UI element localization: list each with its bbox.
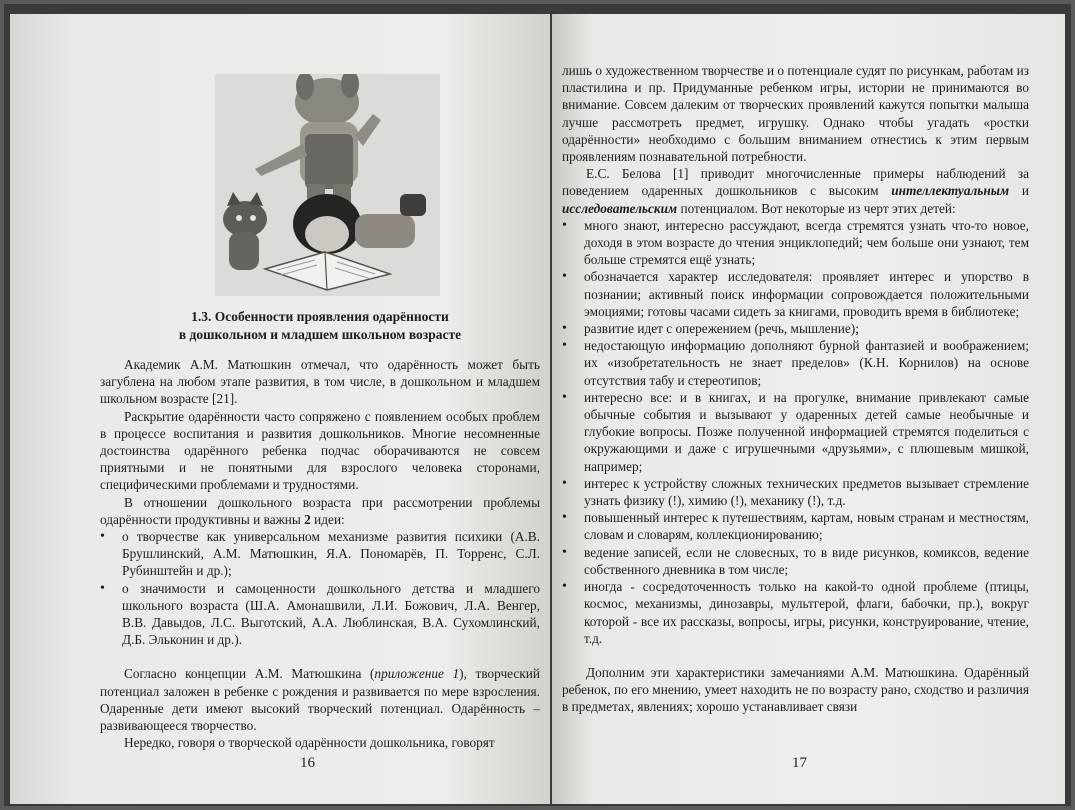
section-title-line1: 1.3. Особенности проявления одарённости [191,309,449,324]
paragraph-final: Дополним эти характеристики замечаниями А.М. Матюшкина. Одарённый ребенок, по его мнению, умеет находить не по возрасту рано, сходство и различия в предметах, явлениях; хорошо устанавливает связи [562,664,1029,715]
belova-and: и [1021,183,1029,199]
list-item: • интересно все: и в книгах, и на прогулке, внимание привлекают самые обычные события и вызывают у одаренных детей самые необычные и глубокие вопросы. Позже полученной информацией стремятся поделиться с окружающими и даже с игрушечными «друзьями», с плюшевым мишкой, например; [562,389,1029,475]
preschool-text: В отношении дошкольного возраста при рассмотрении проблемы одарённости продуктивны и важны [100,494,540,527]
emphasis-research: исследовательским [562,200,678,216]
book-spread [4,4,1071,806]
belova-start: Е.С. Белова [1] приводит многочисленные примеры наблюдений за поведением одаренных дошкольников с высоким [562,166,1029,199]
traits-list [562,217,1029,647]
emphasis-intellectual: интеллектуальным [891,183,1010,199]
section-title-line2: в дошкольном и младшем школьном возрасте [178,327,462,342]
paragraph-disclosure: Раскрытие одарённости часто сопряжено с появлением особых проблем в процессе воспитания и развития дошкольников. Многие несомненные достоинства одарённого ребенка подчас оборачиваются не совсем приятными и не понятными для взрослого человека сторонами, специфическими проблемами и трудностями. [100,408,540,493]
concept-end: ), творческий потенциал заложен в ребенке с рождения и развивается по мере взросления. Одаренные дети имеют высокий творческий потенциал. Одарённость – развивающееся творчество. [100,666,540,734]
list-item: • повышенный интерес к путешествиям, картам, новым странам и местностям, словам и словарям, коллекционированию; [562,509,1029,543]
list-item: • недостающую информацию дополняют бурной фантазией и воображением; их «изобретательность не знает пределов» (К.Н. Корнилов) на основе отсутствия табу и стереотипов; [562,337,1029,389]
list-item: • о творчестве как универсальном механизме развития психики (А.В. Брушлинский, А.М. Матюшкин, Я.А. Пономарёв, П. Торренс, С.Л. Рубинштейн и др.); [100,528,540,580]
belova-end: потенциалом. Вот некоторые из черт этих детей: [680,200,956,216]
appendix-reference: приложение 1 [374,666,460,682]
list-item: • иногда - сосредоточенность только на какой-то одной проблеме (птицы, космос, механизмы, динозавры, мультгерой, флаги, бабочки, пр.), вокруг которой - все их рассказы, вопросы, игры, рисунки, конструирование, чтение, т.д. [562,578,1029,647]
page-number-right: 17 [792,755,807,771]
list-item: • обозначается характер исследователя: проявляет интерес и упорство в познании; активный поиск информации сопровождается положительными эмоциями; готовы часами сидеть за книгами, проводить время в библиотеке; [562,268,1029,320]
list-item: • ведение записей, если не словесных, то в виде рисунков, комиксов, ведение собственного дневника в том числе; [562,544,1029,578]
paragraph-preschool [100,494,540,528]
paragraph-matyushkin: Академик А.М. Матюшкин отмечал, что одарённость может быть загублена на любом этапе развития, в том числе, в дошкольном и младшем школьном возрасте [21]. [100,357,540,407]
paragraph-continued: лишь о художественном творчестве и о потенциале судят по рисункам, работам из пластилина и пр. Придуманные ребенком игры, истории не принимаются во внимание. Совсем далеким от творческих проявлений кажутся попытки малыша лучше рассмотреть предмет, игрушку. Однако чтобы угадать «ростки одарённости» необходимо с большим вниманием отнестись к этим первым проявлениям познавательной потребности. [562,63,1029,165]
ideas-count: 2 [304,511,311,527]
paragraph-concept [100,665,540,734]
list-item: • о значимости и самоценности дошкольного детства и младшего школьного возраста (Ш.А. Амонашвили, Л.И. Божович, Л.А. Венгер, В.В. Давыдов, Л.С. Выготский, А.А. Люблинская, В.А. Сухомлинский, Д.Б. Эльконин и др.). [100,580,540,649]
right-page [552,14,1065,804]
section-title [100,308,540,344]
concept-start: Согласно концепции А.М. Матюшкина ( [124,666,375,682]
paragraph-belova [562,165,1029,217]
ideas-list [100,528,540,648]
left-page [10,14,550,804]
list-item: • развитие идет с опережением (речь, мышление); [562,320,1029,337]
paragraph-last: Нередко, говоря о творческой одарённости дошкольника, говорят [124,735,495,751]
page-number-left: 16 [300,755,315,771]
ideas-label: идеи: [314,511,345,527]
list-item: • много знают, интересно рассуждают, всегда стремятся узнать что-то новое, доходя в этом возрасте до чтения энциклопедий; чем больше они узнают, тем больше стремятся ещё узнать; [562,217,1029,269]
list-item: • интерес к устройству сложных технических предметов вызывает стремление узнать физику (!), химию (!), механику (!), т.д. [562,475,1029,509]
illustration-children-reading [215,74,440,296]
